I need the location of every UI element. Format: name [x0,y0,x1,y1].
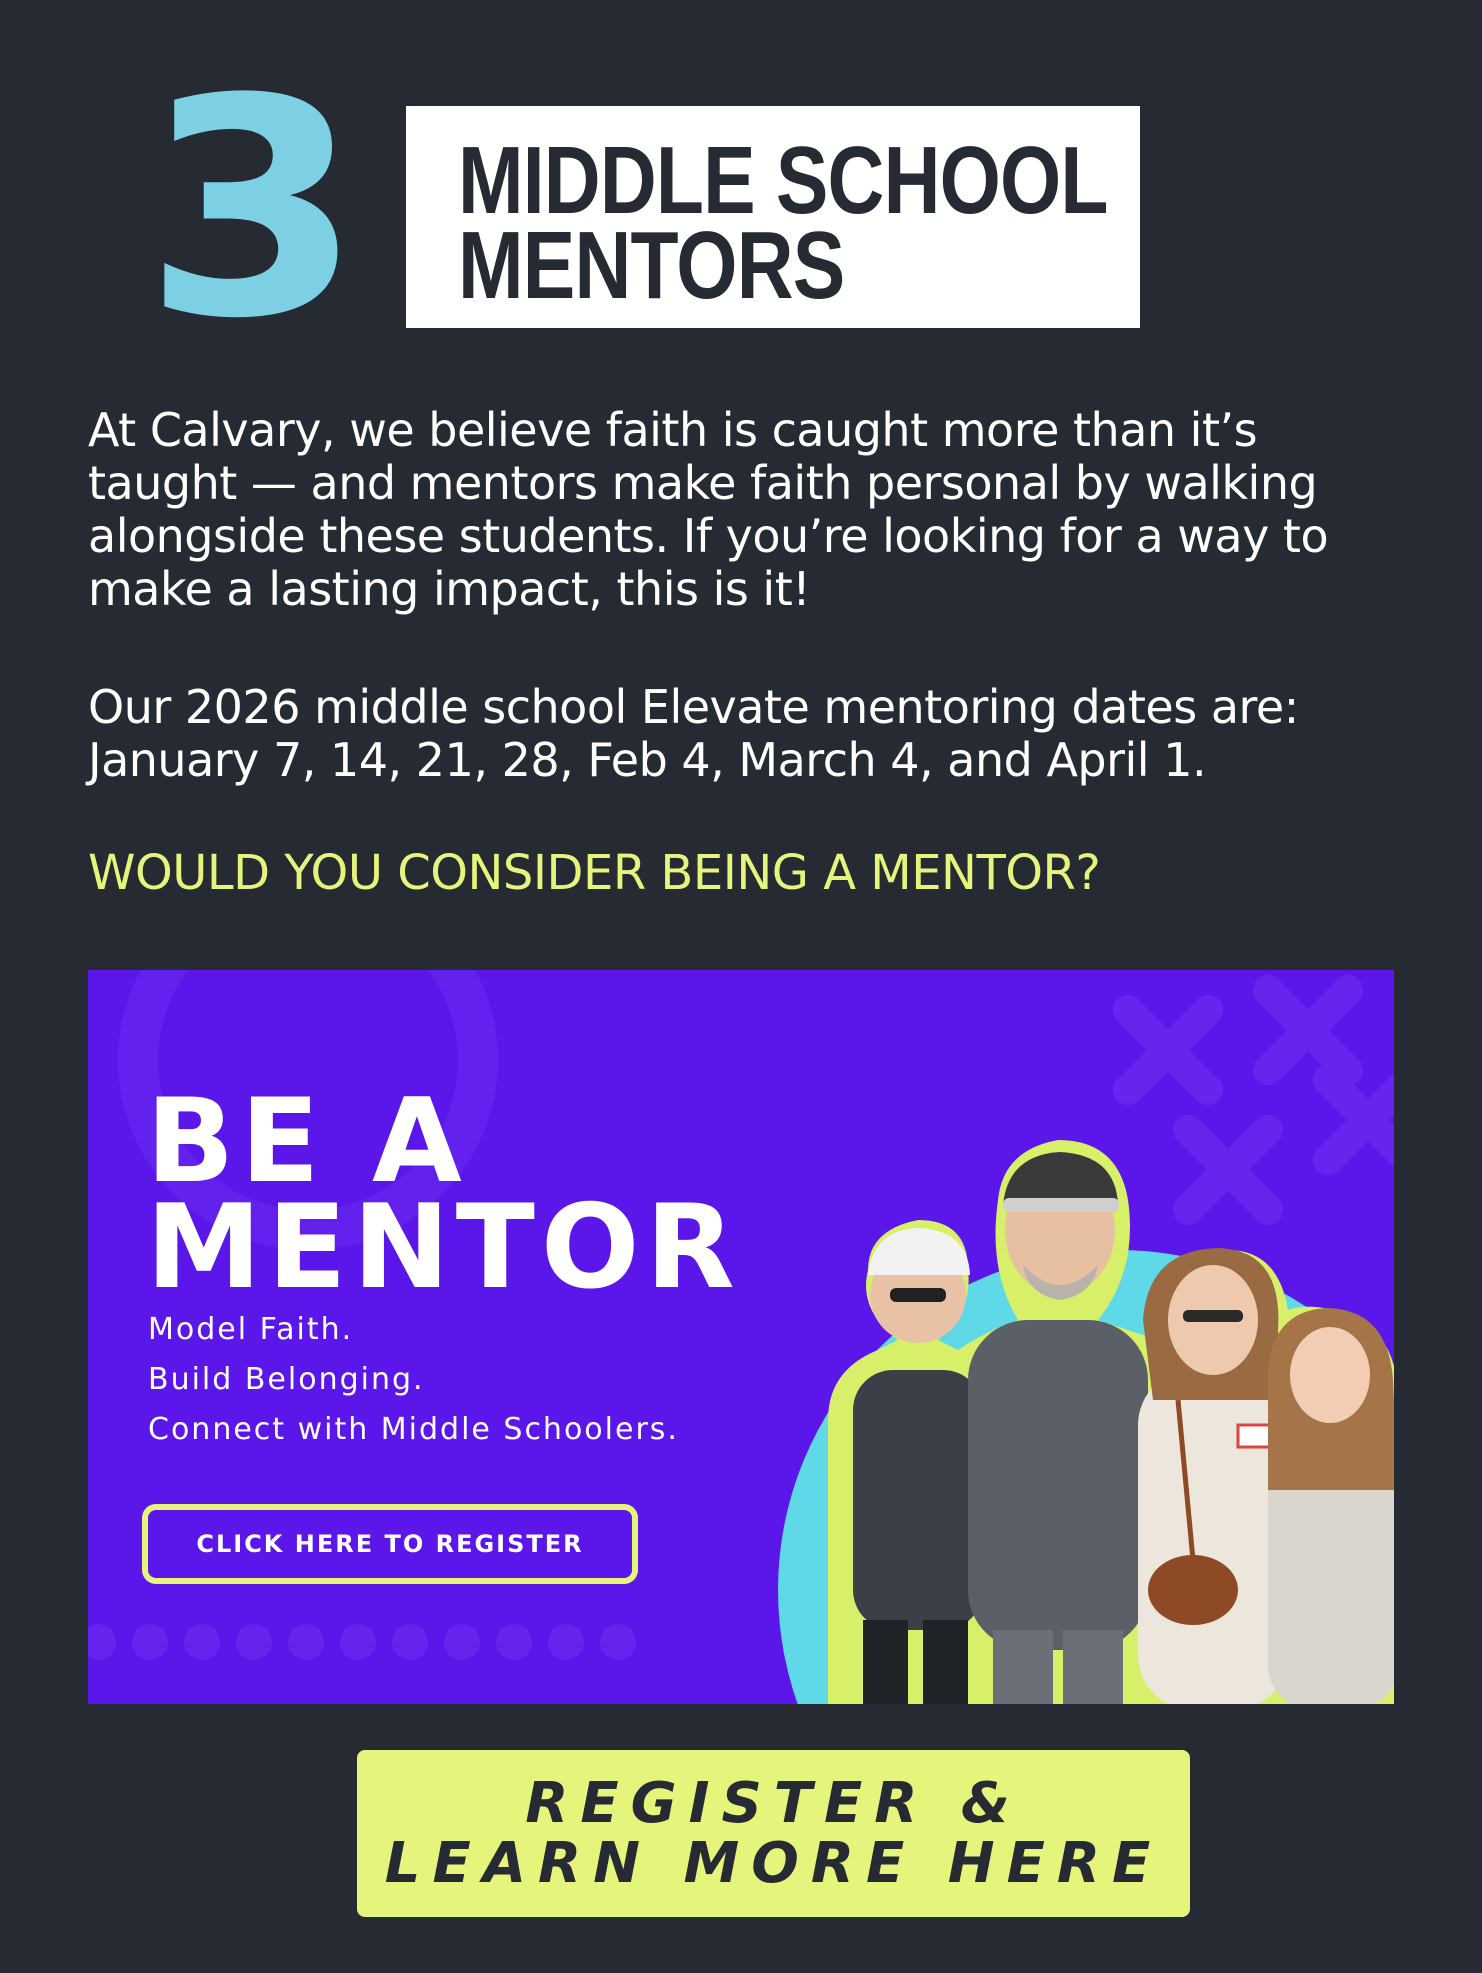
title-box [406,106,1140,328]
dates-paragraph [88,681,1408,787]
mentor-question: WOULD YOU CONSIDER BEING A MENTOR? [88,845,1101,901]
intro-line: taught — and mentors make faith personal by walking [88,456,1318,510]
intro-paragraph [88,404,1408,616]
dates-line: January 7, 14, 21, 28, Feb 4, March 4, and April 1. [88,733,1207,787]
banner-title-line-1: BE A [146,1074,468,1209]
title-line-2: MENTORS [458,212,845,319]
banner-title-line-2: MENTOR [146,1180,741,1315]
intro-line: At Calvary, we believe faith is caught more than it’s [88,403,1258,457]
section-number: 3 [143,35,363,384]
tagline: Model Faith. [148,1312,354,1347]
cta-line-1: REGISTER & [525,1771,1022,1836]
register-learn-more-button[interactable] [357,1750,1190,1917]
cta-line-2: LEARN MORE HERE [384,1831,1163,1896]
people-photo [798,1070,1394,1704]
intro-line: make a lasting impact, this is it! [88,562,811,616]
click-here-to-register-button[interactable]: CLICK HERE TO REGISTER [142,1504,638,1584]
dates-line: Our 2026 middle school Elevate mentoring dates are: [88,680,1299,734]
title-line-1: MIDDLE SCHOOL [458,127,1108,234]
be-a-mentor-banner[interactable] [88,970,1394,1704]
intro-line: alongside these students. If you’re looking for a way to [88,509,1329,563]
tagline: Build Belonging. [148,1362,425,1397]
tagline: Connect with Middle Schoolers. [148,1412,679,1447]
